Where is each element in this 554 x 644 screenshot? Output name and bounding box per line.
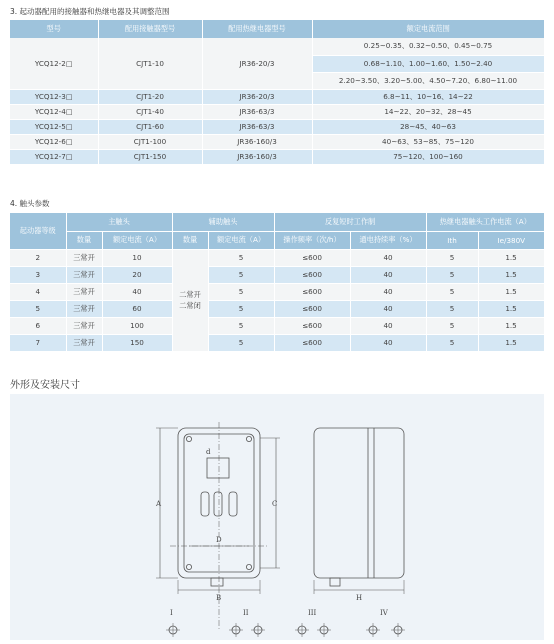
sub-header-aux-rated: 额定电流（A）: [208, 231, 274, 249]
mount-hole: [246, 436, 251, 441]
label-d-small: d: [206, 448, 211, 456]
level-cell: 2: [10, 249, 66, 266]
sub-header-rated: 额定电流（A）: [102, 231, 172, 249]
level-cell: 4: [10, 283, 66, 300]
side-cable-entry: [330, 578, 340, 586]
header-contactor: 配用接触器型号: [98, 20, 202, 38]
duty-cell: 40: [350, 300, 426, 317]
aux-qty-line2: 二常闭: [179, 301, 201, 310]
header-model: 型号: [10, 20, 98, 38]
table-row: [10, 89, 544, 104]
relay-cell: JR36-160/3: [202, 149, 312, 164]
contactor-cell: CJT1-150: [98, 149, 202, 164]
section3-title: 3. 起动器配用的接触器和热继电器及其调整范围: [10, 7, 170, 16]
button-slot: [201, 492, 209, 516]
header-cycle: 反复短时工作制: [274, 213, 426, 231]
range-cell: 0.68~1.10、1.00~1.60、1.50~2.40: [312, 55, 544, 72]
header-level: 起动器等级: [10, 213, 66, 249]
contactor-cell: CJT1-20: [98, 89, 202, 104]
freq-cell: ≤600: [274, 317, 350, 334]
table-row: [10, 149, 544, 164]
duty-cell: 40: [350, 334, 426, 351]
ith-cell: 5: [426, 249, 478, 266]
contact-params-table: [10, 213, 545, 352]
rated-cell: 100: [102, 317, 172, 334]
freq-cell: ≤600: [274, 334, 350, 351]
contactor-cell: CJT1-60: [98, 119, 202, 134]
table-row: [10, 317, 544, 334]
header-thermal: 热继电器触头工作电流（A）: [426, 213, 544, 231]
model-cell: YCQ12-7□: [10, 149, 98, 164]
range-cell: 6.8~11、10~16、14~22: [312, 89, 544, 104]
label-c: C: [272, 500, 278, 508]
model-cell: YCQ12-5□: [10, 119, 98, 134]
freq-cell: ≤600: [274, 283, 350, 300]
aux-rated-cell: 5: [208, 266, 274, 283]
relay-cell: JR36-160/3: [202, 134, 312, 149]
label-a: A: [156, 500, 162, 508]
model-cell: YCQ12-6□: [10, 134, 98, 149]
hole-symbol-i: [166, 623, 180, 637]
ith-cell: 5: [426, 283, 478, 300]
table-row: [10, 119, 544, 134]
cable-entry: [211, 578, 223, 586]
table-row: [10, 334, 544, 351]
sub-header-aux-qty: 数量: [172, 231, 208, 249]
range-cell: 40~63、53~85、75~120: [312, 134, 544, 149]
table-row: [10, 300, 544, 317]
freq-cell: ≤600: [274, 300, 350, 317]
table-row: [10, 266, 544, 283]
aux-rated-cell: 5: [208, 334, 274, 351]
drawing-title: 外形及安装尺寸: [10, 380, 80, 391]
freq-cell: ≤600: [274, 266, 350, 283]
duty-cell: 40: [350, 249, 426, 266]
qty-cell: 三常开: [66, 283, 102, 300]
relay-cell: JR36-63/3: [202, 104, 312, 119]
range-cell: 75~120、100~160: [312, 149, 544, 164]
level-cell: 6: [10, 317, 66, 334]
ie-cell: 1.5: [478, 300, 544, 317]
range-cell: 14~22、20~32、28~45: [312, 104, 544, 119]
ith-cell: 5: [426, 334, 478, 351]
qty-cell: 三常开: [66, 266, 102, 283]
label-d: D: [216, 536, 222, 544]
aux-qty-line1: 二常开: [179, 290, 201, 299]
table-row: [10, 104, 544, 119]
section4-title: 4. 触头参数: [10, 199, 50, 208]
sub-header-ie: Ie/380V: [478, 231, 544, 249]
relay-cell: JR36-20/3: [202, 38, 312, 89]
ie-cell: 1.5: [478, 249, 544, 266]
ie-cell: 1.5: [478, 334, 544, 351]
table-row: [10, 249, 544, 266]
rated-cell: 20: [102, 266, 172, 283]
dimension-drawing-svg: [10, 394, 544, 640]
ie-cell: 1.5: [478, 283, 544, 300]
hole-symbol-iv: [366, 623, 405, 637]
label-b: B: [216, 594, 222, 602]
relay-cell: JR36-20/3: [202, 89, 312, 104]
mount-hole: [186, 564, 191, 569]
model-cell: YCQ12-4□: [10, 104, 98, 119]
range-cell: 28~45、40~63: [312, 119, 544, 134]
level-cell: 5: [10, 300, 66, 317]
roman-label-i: I: [170, 609, 173, 617]
dimension-drawing: [10, 394, 544, 640]
aux-rated-cell: 5: [208, 249, 274, 266]
qty-cell: 三常开: [66, 300, 102, 317]
ie-cell: 1.5: [478, 266, 544, 283]
model-cell: YCQ12-2□: [10, 38, 98, 89]
duty-cell: 40: [350, 283, 426, 300]
button-slot: [229, 492, 237, 516]
aux-rated-cell: 5: [208, 317, 274, 334]
roman-label-iii: III: [308, 609, 317, 617]
ith-cell: 5: [426, 317, 478, 334]
range-cell: 0.25~0.35、0.32~0.50、0.45~0.75: [312, 38, 544, 55]
freq-cell: ≤600: [274, 249, 350, 266]
side-view-outline: [314, 428, 404, 578]
qty-cell: 三常开: [66, 317, 102, 334]
ie-cell: 1.5: [478, 317, 544, 334]
ith-cell: 5: [426, 300, 478, 317]
header-aux-contact: 辅助触头: [172, 213, 274, 231]
aux-rated-cell: 5: [208, 283, 274, 300]
table-row: [10, 134, 544, 149]
ith-cell: 5: [426, 266, 478, 283]
contactor-cell: CJT1-10: [98, 38, 202, 89]
sub-header-freq: 操作频率（次/h）: [274, 231, 350, 249]
contactor-relay-table: [10, 20, 545, 165]
sub-header-duty: 通电持续率（%）: [350, 231, 426, 249]
header-relay: 配用热继电器型号: [202, 20, 312, 38]
aux-qty-cell: [172, 249, 208, 351]
roman-label-iv: IV: [380, 609, 388, 617]
button-slot: [214, 492, 222, 516]
roman-label-ii: II: [243, 609, 249, 617]
duty-cell: 40: [350, 317, 426, 334]
mount-hole: [246, 564, 251, 569]
rated-cell: 60: [102, 300, 172, 317]
header-main-contact: 主触头: [66, 213, 172, 231]
level-cell: 7: [10, 334, 66, 351]
aux-rated-cell: 5: [208, 300, 274, 317]
sub-header-qty: 数量: [66, 231, 102, 249]
range-cell: 2.20~3.50、3.20~5.00、4.50~7.20、6.80~11.00: [312, 72, 544, 89]
rated-cell: 40: [102, 283, 172, 300]
table-row: [10, 283, 544, 300]
duty-cell: 40: [350, 266, 426, 283]
rated-cell: 150: [102, 334, 172, 351]
label-h: H: [356, 594, 363, 602]
header-range: 额定电流范围: [312, 20, 544, 38]
qty-cell: 三常开: [66, 249, 102, 266]
relay-cell: JR36-63/3: [202, 119, 312, 134]
table-row: [10, 38, 544, 55]
mount-hole: [186, 436, 191, 441]
model-cell: YCQ12-3□: [10, 89, 98, 104]
hole-symbol-iii: [295, 623, 331, 637]
contactor-cell: CJT1-40: [98, 104, 202, 119]
contactor-cell: CJT1-100: [98, 134, 202, 149]
rated-cell: 10: [102, 249, 172, 266]
level-cell: 3: [10, 266, 66, 283]
sub-header-ith: Ith: [426, 231, 478, 249]
hole-symbol-ii: [229, 623, 265, 637]
qty-cell: 三常开: [66, 334, 102, 351]
window-rect: [207, 458, 229, 478]
